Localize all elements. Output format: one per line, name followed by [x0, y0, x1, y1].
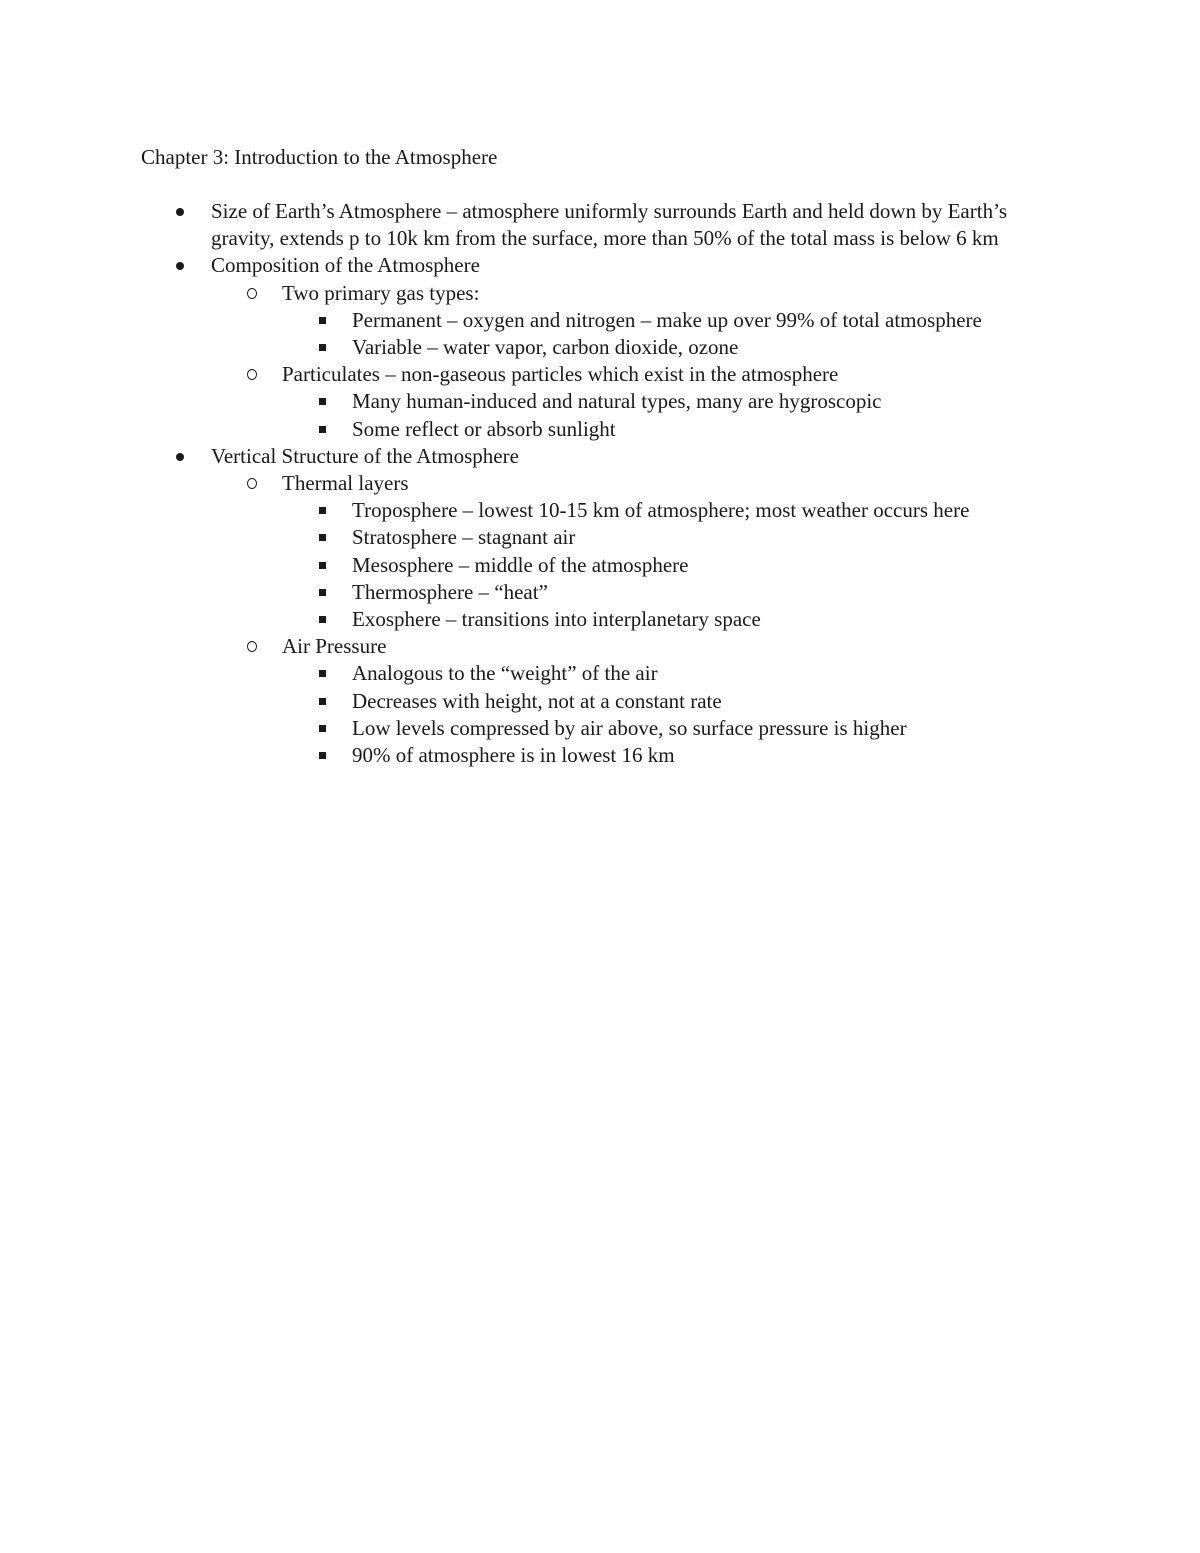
outline-detail-text: Permanent – oxygen and nitrogen – make up over 99% of total atmosphere	[352, 307, 982, 332]
bullet-disc-icon	[176, 453, 184, 461]
outline-detail-text: Some reflect or absorb sunlight	[352, 416, 616, 441]
outline-subitem-particulates	[0, 361, 1200, 388]
bullet-square-icon	[319, 752, 326, 759]
outline-detail-text: Decreases with height, not at a constant rate	[352, 688, 722, 713]
chapter-title: Chapter 3: Introduction to the Atmosphere	[141, 145, 498, 169]
outline-subitem-gas-types	[0, 280, 1200, 307]
outline-detail-item	[0, 579, 1200, 606]
bullet-square-icon	[319, 534, 326, 541]
outline-subitem-thermal-layers	[0, 470, 1200, 497]
bullet-square-icon	[319, 317, 326, 324]
outline-detail-text: Low levels compressed by air above, so surface pressure is higher	[352, 715, 907, 740]
outline-item-vertical-structure	[0, 443, 1200, 470]
outline-detail-text: 90% of atmosphere is in lowest 16 km	[352, 743, 675, 768]
outline-detail-item	[0, 524, 1200, 551]
outline-subitem-air-pressure	[0, 633, 1200, 660]
outline-subitem-text: Two primary gas types:	[282, 280, 480, 305]
bullet-square-icon	[319, 398, 326, 405]
outline-detail-item	[0, 497, 1200, 524]
outline-detail-item	[0, 606, 1200, 633]
outline-item-size-of-atmosphere	[0, 198, 1200, 252]
outline-detail-text: Stratosphere – stagnant air	[352, 525, 576, 550]
outline-detail-text: Troposphere – lowest 10-15 km of atmosphere; most weather occurs here	[352, 498, 970, 523]
outline-detail-text: Exosphere – transitions into interplanetary space	[352, 607, 761, 632]
outline-detail-item	[0, 416, 1200, 443]
outline-list	[0, 198, 1200, 769]
outline-subitem-text: Air Pressure	[282, 634, 387, 659]
outline-item-text: Size of Earth’s Atmosphere – atmosphere uniformly surrounds Earth and held down by Earth’s gravity, extends p to 10k km from the surface, more than 50% of the total mass is below 6 km	[211, 199, 1008, 251]
outline-detail-item	[0, 552, 1200, 579]
outline-item-text: Composition of the Atmosphere	[211, 253, 480, 278]
outline-item-composition	[0, 252, 1200, 279]
outline-detail-text: Mesosphere – middle of the atmosphere	[352, 552, 689, 577]
outline-detail-text: Analogous to the “weight” of the air	[352, 661, 658, 686]
outline-detail-item	[0, 742, 1200, 769]
bullet-square-icon	[319, 507, 326, 514]
bullet-square-icon	[319, 670, 326, 677]
bullet-disc-icon	[176, 208, 184, 216]
bullet-square-icon	[319, 698, 326, 705]
outline-item-text: Vertical Structure of the Atmosphere	[211, 443, 519, 468]
outline-detail-item	[0, 715, 1200, 742]
outline-detail-text: Variable – water vapor, carbon dioxide, ozone	[352, 335, 739, 360]
bullet-circle-icon	[247, 369, 257, 380]
bullet-square-icon	[319, 725, 326, 732]
outline-detail-item	[0, 660, 1200, 687]
outline-subitem-text: Thermal layers	[282, 471, 409, 496]
outline-subitem-text: Particulates – non-gaseous particles which exist in the atmosphere	[282, 362, 839, 387]
bullet-circle-icon	[247, 478, 257, 489]
bullet-disc-icon	[176, 262, 184, 270]
outline-detail-text: Many human-induced and natural types, many are hygroscopic	[352, 389, 882, 414]
bullet-circle-icon	[247, 288, 257, 299]
bullet-square-icon	[319, 616, 326, 623]
bullet-square-icon	[319, 426, 326, 433]
bullet-square-icon	[319, 344, 326, 351]
bullet-circle-icon	[247, 641, 257, 652]
outline-detail-item	[0, 688, 1200, 715]
outline-detail-text: Thermosphere – “heat”	[352, 579, 548, 604]
bullet-square-icon	[319, 562, 326, 569]
outline-detail-item	[0, 388, 1200, 415]
outline-detail-item	[0, 334, 1200, 361]
outline-detail-item	[0, 307, 1200, 334]
bullet-square-icon	[319, 589, 326, 596]
